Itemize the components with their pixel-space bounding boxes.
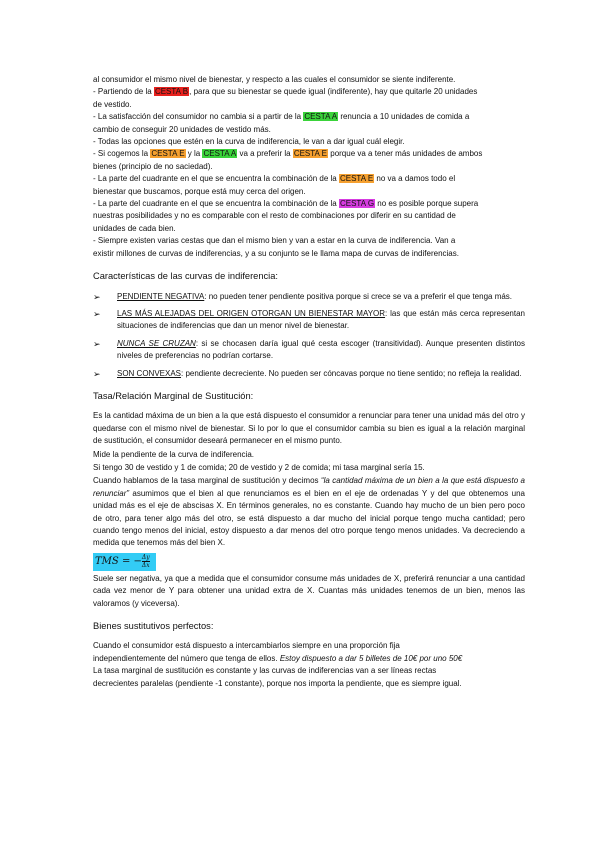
text: de vestido. (93, 99, 132, 109)
text: asumimos que el bien al que renunciamos es el bien en el eje de ordenadas Y y del que obtenemos una unidad más es el eje de abscisas X. En términos generales, no es constante. Cuando hay mucho de un bien pero poco de otro, para tener algo más del otro, se está dispuesto a dar mucho del inicial porque tengo mucha cantidad; pero cuando tengo menos del inicial, estoy dispuesto a dar menos del otro porque tengo menos unidades. Va decreciendo a medida que tenemos más del bien X. (93, 488, 525, 548)
highlight-cesta-b: CESTA B (154, 87, 189, 97)
formula-denominator: Δx (141, 561, 150, 569)
document-page (93, 74, 525, 690)
text: no es posible porque supera (375, 199, 479, 209)
line: decrecientes paralelas (pendiente -1 constante), porque nos importa la pendiente, que es siempre igual. (93, 678, 462, 688)
section-heading-sustitutivos: Bienes sustitutivos perfectos: (93, 621, 214, 632)
text: - Todas las opciones que estén en la curva de indiferencia, le van a dar igual cuál elegir. (93, 137, 405, 147)
list-item-text: : pendiente decreciente. No pueden ser cóncavas porque no tiene sentido; no refleja la realidad. (181, 368, 522, 378)
text: existir millones de curvas de indiferencias, y a su conjunto se le llama mapa de curvas de indiferencias. (93, 248, 459, 258)
paragraph: Si tengo 30 de vestido y 1 de comida; 20 de vestido y 2 de comida; mi tasa marginal sería 15. (93, 462, 425, 472)
text: y la (185, 149, 203, 159)
list-item (93, 308, 525, 333)
list-item (93, 338, 525, 363)
list-item-term: PENDIENTE NEGATIVA (117, 291, 205, 301)
bullet-line (93, 235, 525, 247)
list-item (93, 291, 525, 303)
text: va a preferir la (237, 149, 293, 159)
bullet-line (93, 124, 525, 136)
text: independientemente del número que tenga de ellos. (93, 653, 280, 663)
bullet-line (93, 161, 525, 173)
bullet-line (93, 99, 525, 111)
text: - Partiendo de la (93, 87, 154, 97)
list-item-text: : las que están más cerca representan situaciones de indiferencias que dan un menor nivel de bienestar. (117, 308, 525, 331)
text: Cuando hablamos de la tasa marginal de sustitución y decimos (93, 476, 321, 486)
list-item-term: LAS MÁS ALEJADAS DEL ORIGEN OTORGAN UN BIENESTAR MAYOR (117, 308, 386, 318)
text: bienes (principio de no saciedad). (93, 161, 213, 171)
bullet-line (93, 186, 525, 198)
text: - La parte del cuadrante en el que se encuentra la combinación de la (93, 174, 339, 184)
bullet-line (93, 111, 525, 123)
line (93, 653, 525, 665)
arrow-bullet-icon: ➢ (93, 368, 101, 379)
italic-quote: “la cantidad máxima de un bien a la que está dispuesto a renunciar” (93, 476, 525, 498)
formula-block (93, 551, 525, 573)
text: renuncia a 10 unidades de comida a (338, 112, 470, 122)
formula-fraction (142, 554, 150, 569)
arrow-bullet-icon: ➢ (93, 291, 101, 302)
formula-lhs: TMS = − (95, 555, 142, 567)
paragraph: Mide la pendiente de la curva de indiferencia. (93, 449, 254, 459)
section-heading-tms: Tasa/Relación Marginal de Sustitución: (93, 390, 254, 401)
highlight-cesta-g: CESTA G (339, 199, 375, 209)
tms-formula (93, 553, 156, 571)
text: - Siempre existen varias cestas que dan el mismo bien y van a estar en la curva de indiferencia. Van a (93, 236, 456, 246)
characteristics-list (93, 291, 525, 380)
list-item-text: : no pueden tener pendiente positiva porque si crece se va a preferir el que tenga más. (204, 291, 513, 301)
intro-line (93, 74, 525, 86)
list-item-term: NUNCA SE CRUZAN (117, 338, 196, 348)
highlight-cesta-a: CESTA A (304, 112, 338, 122)
sustitutivos-section (93, 640, 525, 690)
list-item-term: SON CONVEXAS (117, 368, 182, 378)
list-item (93, 368, 525, 380)
italic-example: Estoy dispuesto a dar 5 billetes de 10€ por uno 50€ (279, 653, 463, 663)
line: La tasa marginal de sustitución es constante y las curvas de indiferencias van a ser líneas rectas (93, 666, 437, 676)
text: - La parte del cuadrante en el que se encuentra la combinación de la (93, 199, 339, 209)
bullet-line (93, 136, 525, 148)
arrow-bullet-icon: ➢ (93, 338, 101, 349)
text: cambio de conseguir 20 unidades de vestido más. (93, 124, 271, 134)
text: , para que su bienestar se quede igual (indiferente), hay que quitarle 20 unidades (189, 87, 478, 97)
arrow-bullet-icon: ➢ (93, 308, 101, 319)
bullet-line (93, 198, 525, 210)
text: - La satisfacción del consumidor no cambia si a partir de la (93, 112, 304, 122)
text: no va a damos todo el (374, 174, 456, 184)
text: porque va a tener más unidades de ambos (328, 149, 483, 159)
paragraph: Suele ser negativa, ya que a medida que el consumidor consume más unidades de X, preferirá renunciar a una cantidad cada vez menor de Y para obtener una unidad extra de X. Cuantas más unidades tenemos de un bien, menos las valoramos (y viceversa). (93, 573, 525, 608)
bullet-line (93, 173, 525, 185)
paragraph (93, 475, 525, 549)
text: - Si cogemos la (93, 149, 151, 159)
paragraph: Es la cantidad máxima de un bien a la que está dispuesto el consumidor a renunciar para tener una unidad más del otro y quedarse con el mismo nivel de bienestar. Si lo por lo que el consumidor cambia su bien es igual a la relación marginal de sustitución, el consumidor deseará permanecer en el mismo punto. (93, 411, 525, 446)
text: al consumidor el mismo nivel de bienestar, y respecto a las cuales el consumidor se siente indiferente. (93, 75, 456, 84)
highlight-cesta-e: CESTA E (293, 149, 328, 159)
formula-numerator: Δy (141, 553, 150, 561)
text: bienestar que buscamos, porque está muy cerca del origen. (93, 186, 306, 196)
highlight-cesta-e: CESTA E (151, 149, 185, 159)
text: unidades de cada bien. (93, 223, 176, 233)
intro-section (93, 74, 525, 260)
bullet-line (93, 223, 525, 235)
bullet-line (93, 86, 525, 98)
list-item-text: : si se chocasen daría igual qué cesta escoger (transitividad). Aunque presenten distintos niveles de preferencias no podrían cortarse. (117, 338, 525, 361)
bullet-line (93, 148, 525, 160)
bullet-line (93, 248, 525, 260)
highlight-cesta-a: CESTA A (203, 149, 237, 159)
section-heading-caracteristicas: Características de las curvas de indiferencia: (93, 271, 278, 282)
highlight-cesta-e: CESTA E (339, 174, 374, 184)
bullet-line (93, 210, 525, 222)
text: nuestras posibilidades y no es comparable con el resto de combinaciones por diferir en su cantidad de (93, 211, 456, 221)
line: Cuando el consumidor está dispuesto a intercambiarlos siempre en una proporción fija (93, 641, 400, 651)
tms-section (93, 410, 525, 610)
